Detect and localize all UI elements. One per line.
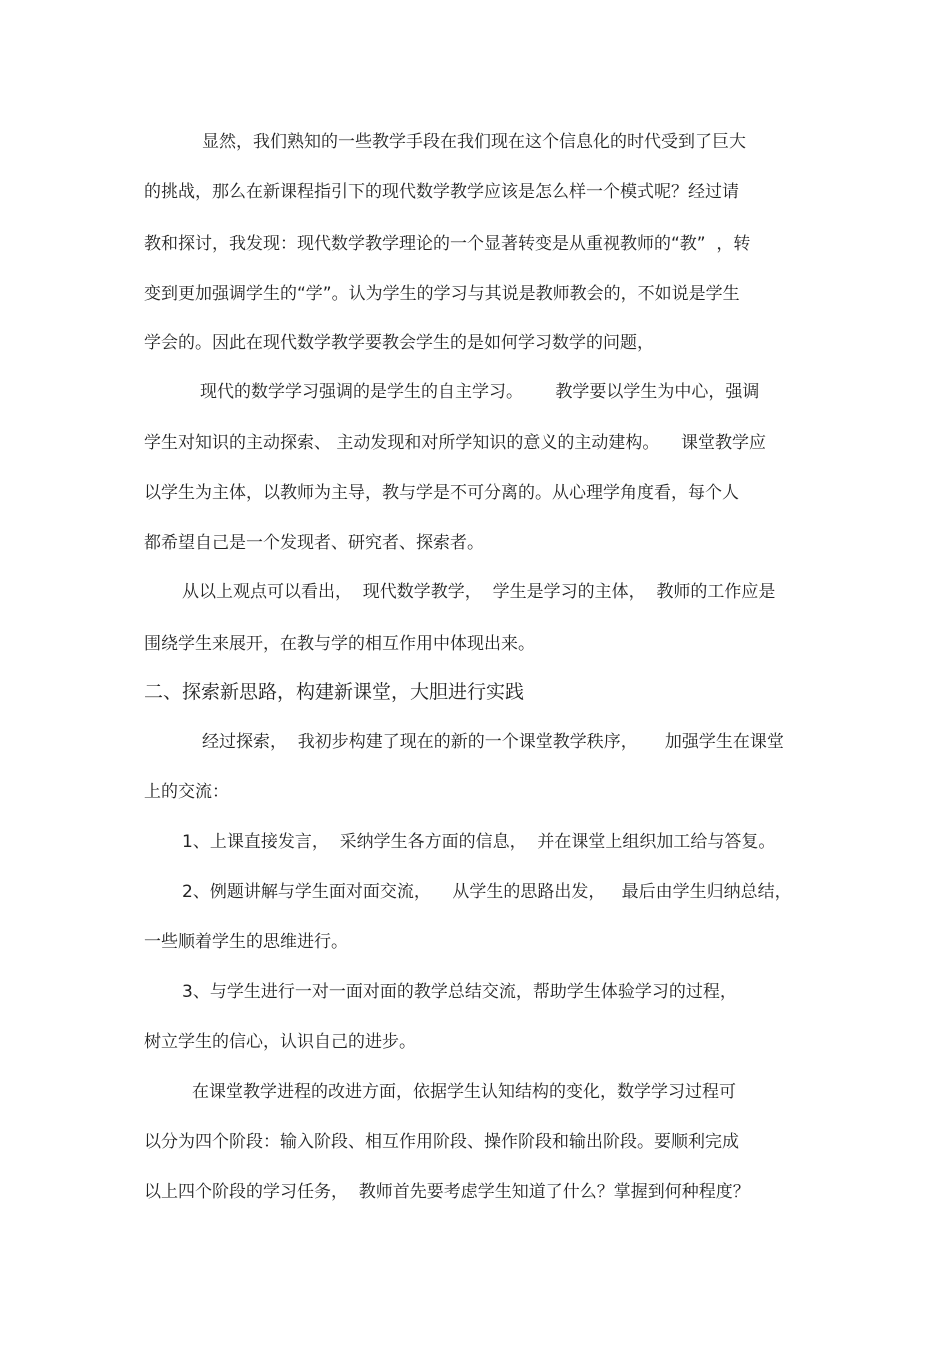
- list-item: 2、例题讲解与学生面对面交流， 从学生的思路出发， 最后由学生归纳总结，: [182, 882, 792, 902]
- paragraph-line: 现代的数学学习强调的是学生的自主学习。 教学要以学生为中心，强调: [200, 382, 760, 402]
- list-item: 1、上课直接发言， 采纳学生各方面的信息， 并在课堂上组织加工给与答复。: [182, 832, 776, 852]
- paragraph-line: 树立学生的信心，认识自己的进步。: [144, 1032, 416, 1052]
- paragraph-line: 显然，我们熟知的一些教学手段在我们现在这个信息化的时代受到了巨大: [202, 132, 746, 152]
- paragraph-line: 以学生为主体，以教师为主导，教与学是不可分离的。从心理学角度看，每个人: [144, 483, 739, 503]
- paragraph-line: 都希望自己是一个发现者、研究者、探索者。: [144, 533, 484, 553]
- paragraph-line: 的挑战，那么在新课程指引下的现代数学教学应该是怎么样一个模式呢？经过请: [144, 182, 739, 202]
- paragraph-line: 以分为四个阶段：输入阶段、相互作用阶段、操作阶段和输出阶段。要顺利完成: [144, 1132, 739, 1152]
- paragraph-line: 一些顺着学生的思维进行。: [144, 932, 348, 952]
- paragraph-line: 以上四个阶段的学习任务， 教师首先要考虑学生知道了什么？掌握到何种程度？: [144, 1182, 750, 1202]
- paragraph-line: 上的交流：: [144, 782, 229, 802]
- paragraph-line: 从以上观点可以看出， 现代数学教学， 学生是学习的主体， 教师的工作应是: [182, 582, 776, 602]
- paragraph-line: 教和探讨，我发现：现代数学教学理论的一个显著转变是从重视教师的“教” ，转: [144, 234, 751, 254]
- paragraph-line: 学生对知识的主动探索、 主动发现和对所学知识的意义的主动建构。 课堂教学应: [144, 433, 767, 453]
- section-heading: 二、探索新思路，构建新课堂，大胆进行实践: [144, 681, 525, 703]
- paragraph-line: 变到更加强调学生的“学”。认为学生的学习与其说是教师教会的，不如说是学生: [144, 284, 740, 304]
- paragraph-line: 学会的。因此在现代数学教学要教会学生的是如何学习数学的问题，: [144, 333, 654, 353]
- paragraph-line: 在课堂教学进程的改进方面，依据学生认知结构的变化，数学学习过程可: [192, 1082, 736, 1102]
- list-item: 3、与学生进行一对一面对面的教学总结交流，帮助学生体验学习的过程，: [182, 982, 737, 1002]
- paragraph-line: 经过探索， 我初步构建了现在的新的一个课堂教学秩序， 加强学生在课堂: [202, 732, 784, 752]
- paragraph-line: 围绕学生来展开，在教与学的相互作用中体现出来。: [144, 634, 535, 654]
